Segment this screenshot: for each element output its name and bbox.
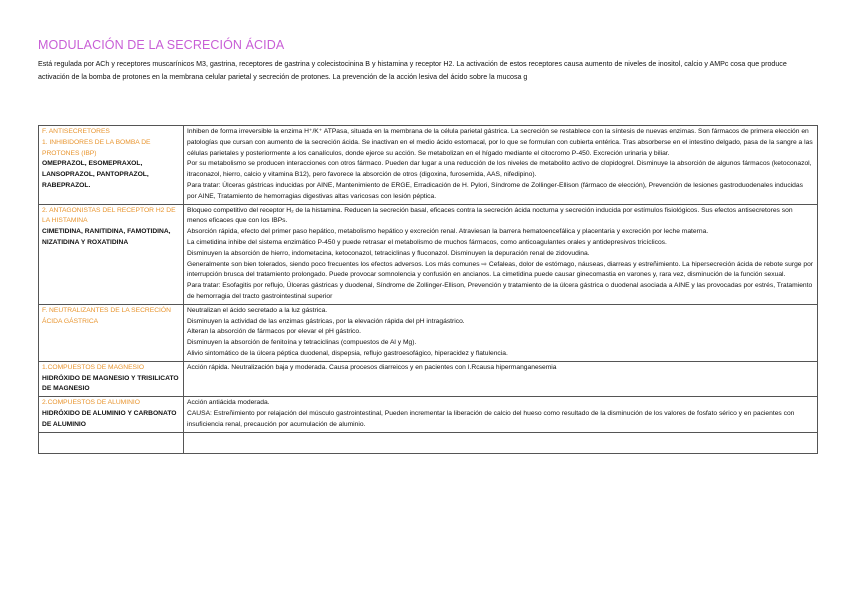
- description-line: Generalmente son bien tolerados, siendo poco frecuentes los efectos adversos. Los más comunes ⇨ Cefaleas, dolor de estómago, náuseas, diarreas y estreñimiento. La hipersecreción ácida de rebote surge por interrupción brusca del tratamiento prolongado. Puede provocar somnolencia y confusión en ancianos. La cimetidina puede causar ginecomastia en varones y, rara vez, disminución de la función sexual.: [187, 260, 814, 279]
- table-row: [39, 304, 818, 361]
- category-label: 1. INHIBIDORES DE LA BOMBA DE PROTONES (IBP): [42, 138, 151, 157]
- description-line: Acción rápida. Neutralización baja y moderada. Causa procesos diarreicos y en pacientes con I.Rcausa hipermanganesemia: [187, 363, 557, 371]
- description-line: Por su metabolismo se producen interacciones con otros fármaco. Pueden dar lugar a una reducción de los niveles de metabolito activo de clopidogrel. Disminuye la absorción de algunos fármacos (ketoconazol, itraconazol, hierro, calcio y vitamina B12), pero favorece la absorción de otros (digoxina, furosemida, AAS, nifedipino).: [187, 160, 812, 179]
- description-cell: [184, 126, 818, 205]
- empty-row: [39, 432, 818, 453]
- category-label: 2. ANTAGONISTAS DEL RECEPTOR H2 DE LA HISTAMINA: [42, 206, 176, 225]
- drug-table: [38, 125, 818, 454]
- description-line: Para tratar: Úlceras gástricas inducidas por AINE, Mantenimiento de ERGE, Erradicación de H. Pylori, Síndrome de Zollinger-Ellison (fármaco de elección), Prevención de lesiones gastroduodenales inducidas por AINE, Tratamiento de hemorragias digestivas altas varicosas con lesión péptica.: [187, 181, 803, 200]
- empty-cell: [39, 432, 184, 453]
- table-row: [39, 204, 818, 304]
- description-cell: [184, 397, 818, 432]
- category-label: F. ANTISECRETORES: [42, 128, 110, 135]
- description-line: Inhiben de forma irreversible la enzima H⁺/K⁺ ATPasa, situada en la membrana de la célula parietal gástrica. La secreción se restablece con la síntesis de nuevas enzimas. Son fármacos de primera elección en patologías que cursan con aumento de la secreción ácida. Se inactivan en el medio ácido estomacal, por lo que se formulan con cubierta entérica. Tras absorberse en el intestino delgado, pasa de la sangre a las células parietales y posteriormente a los canalículos, donde ejerce su acción. Se metabolizan en el hígado mediante el citocromo P-450. Excreción urinaria y biliar.: [187, 128, 813, 157]
- description-line: Disminuyen la actividad de las enzimas gástricas, por la elevación rápida del pH intragástrico.: [187, 317, 465, 325]
- description-cell: [184, 304, 818, 361]
- drug-group-cell: [39, 204, 184, 304]
- description-line: Disminuyen la absorción de hierro, indometacina, ketoconazol, tetraciclinas y fluconazol. Disminuyen la depuración renal de zidovudina.: [187, 249, 590, 257]
- description-line: Alivio sintomático de la úlcera péptica duodenal, dispepsia, reflujo gastroesofágico, hiperacidez y flatulencia.: [187, 349, 508, 357]
- table-row: [39, 397, 818, 432]
- description-line: La cimetidina inhibe del sistema enzimático P-450 y puede retrasar el metabolismo de muchos fármacos, como anticoagulantes orales y antidepresivos tricíclicos.: [187, 238, 667, 246]
- description-line: Disminuyen la absorción de fenitoína y tetraciclinas (compuestos de Al y Mg).: [187, 339, 417, 347]
- intro-paragraph: Está regulada por ACh y receptores muscarínicos M3, gastrina, receptores de gastrina y colecistocinina B y histamina y receptor H2. La activación de estos receptores causa aumento de niveles de inositol, calcio y AMPc cosa que produce activación de la bomba de protones en la membrana celular parietal y secreción de protones. La prevención de la acción lesiva del ácido sobre la mucosa g: [38, 60, 787, 81]
- description-line: Neutralizan el ácido secretado a la luz gástrica.: [187, 306, 328, 314]
- drug-group-cell: [39, 304, 184, 361]
- description-line: CAUSA: Estreñimiento por relajación del músculo gastrointestinal, Pueden incrementar la liberación de calcio del hueso como resultado de la disminución de los valores de fosfato sérico y en pacientes con insuficiencia renal, precaución por acumulación de aluminio.: [187, 409, 795, 428]
- drug-names: HIDRÓXIDO DE ALUMINIO Y CARBONATO DE ALUMINIO: [42, 409, 177, 428]
- description-line: Alteran la absorción de fármacos por elevar el pH gástrico.: [187, 328, 361, 336]
- category-label: F. NEUTRALIZANTES DE LA SECRECIÓN ÁCIDA GÁSTRICA: [42, 306, 171, 325]
- description-cell: [184, 204, 818, 304]
- description-line: Acción antiácida moderada.: [187, 399, 270, 407]
- category-label: 1.COMPUESTOS DE MAGNESIO: [42, 363, 145, 371]
- description-line: Bloqueo competitivo del receptor H₂ de la histamina. Reducen la secreción basal, eficaces contra la secreción ácida nocturna y secreción inducida por estímulos fisiológicos. Sus efectos antisecretores son menos eficaces que con los IBPs.: [187, 206, 793, 225]
- table-row: [39, 126, 818, 205]
- category-label: 2.COMPUESTOS DE ALUMINIO: [42, 399, 140, 407]
- page-title: MODULACIÓN DE LA SECRECIÓN ÁCIDA: [38, 38, 285, 52]
- description-line: Absorción rápida, efecto del primer paso hepático, metabolismo hepático y excreción renal. Atraviesan la barrera hematoencefálica y placentaria y excreción por leche materna.: [187, 228, 709, 236]
- table-row: [39, 361, 818, 396]
- drug-group-cell: [39, 361, 184, 396]
- drug-names: CIMETIDINA, RANITIDINA, FAMOTIDINA, NIZATIDINA Y ROXATIDINA: [42, 228, 171, 246]
- drug-group-cell: [39, 126, 184, 205]
- drug-group-cell: [39, 397, 184, 432]
- empty-cell: [184, 432, 818, 453]
- description-line: Para tratar: Esofagitis por reflujo, Úlceras gástricas y duodenal, Síndrome de Zollinger-Ellison, Prevención y tratamiento de la úlcera gástrica o duodenal asociada a AINE y las provocadas por estrés, Tratamiento de hemorragia del tracto gastrointestinal superior: [187, 282, 813, 300]
- drug-names: HIDRÓXIDO DE MAGNESIO Y TRISILICATO DE MAGNESIO: [42, 374, 179, 393]
- drug-names: OMEPRAZOL, ESOMEPRAXOL, LANSOPRAZOL, PANTOPRAZOL, RABEPRAZOL.: [42, 160, 149, 189]
- description-cell: [184, 361, 818, 396]
